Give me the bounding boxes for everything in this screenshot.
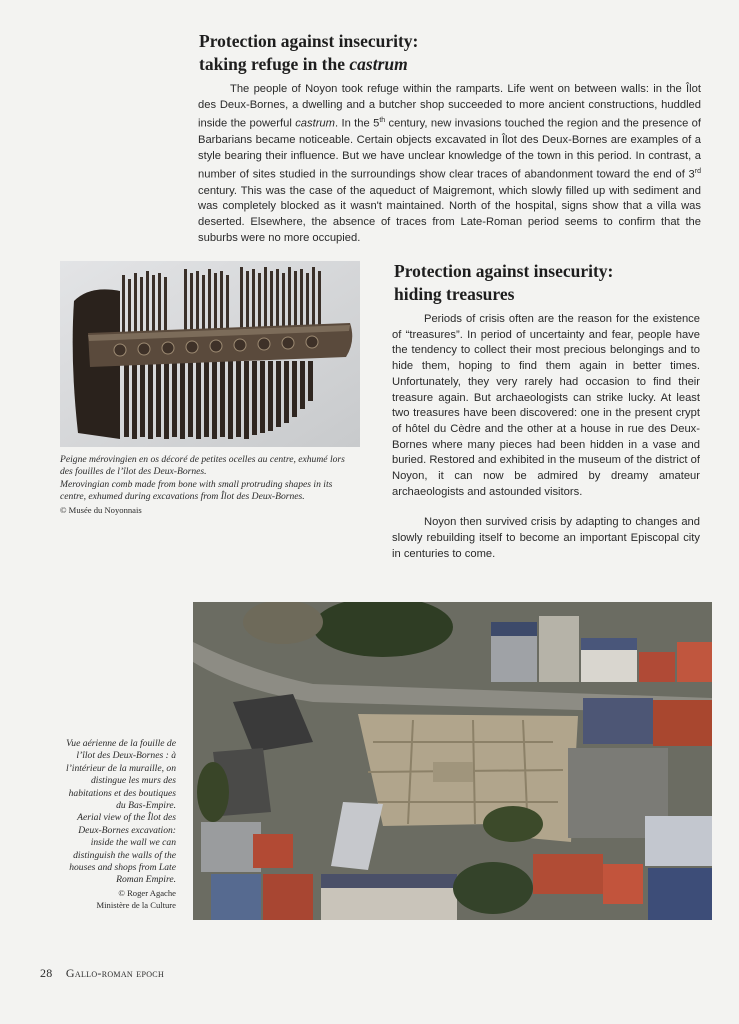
comb-caption-fr: Peigne mérovingien en os décoré de petites ocelles au centre, exhumé lors des fouilles de l’îlot des Deux-Bornes.: [60, 454, 345, 478]
aerial-caption: [58, 738, 176, 912]
page-number: 28: [40, 966, 53, 980]
comb-caption-credit: © Musée du Noyonnais: [60, 504, 142, 515]
aerial-map-icon: [193, 602, 712, 920]
section2-paragraph-2: Noyon then survived crisis by adapting to changes and slowly rebuilding itself to become an important Episcopal city in centuries to come.: [392, 516, 700, 560]
comb-caption-en: Merovingian comb made from bone with small protruding shapes in its centre, exhumed during excavations from Îlot des Deux-Bornes.: [60, 478, 333, 503]
section1-body: [198, 82, 701, 247]
section1-title-castrum: castrum: [349, 54, 408, 74]
section2-paragraph-1: Periods of crisis often are the reason for the existence of “treasures”. In period of uncertainty and fear, people have the tendency to collect their most precious belongings and to hide them, hoping to find them again in better times. Unfortunately, they very rarely had occasion to find their treasure again. But archaeologists can strike lucky. At least two treasures have been discovered: one in the present crypt of hôtel du Cèdre and the other at a house in rue des Deux-Bornes where many pieces had been hidden in a vase and buried. Restored and exhibited in the museum of the district of Noyon, it can now be admired by dreamy amateur archaeologists and astounded visitors.: [392, 313, 700, 498]
aerial-caption-ministry: Ministère de la Culture: [96, 900, 176, 911]
comb-caption: [60, 454, 360, 516]
section2-title-line2: hiding treasures: [394, 284, 515, 304]
section1-title-line1: Protection against insecurity:: [199, 31, 419, 51]
section2-body: [392, 312, 700, 563]
section1-title-line2: taking refuge in the: [199, 54, 350, 74]
section2-heading: [394, 260, 613, 306]
aerial-photo: [193, 602, 712, 920]
aerial-caption-fr: Vue aérienne de la fouille de l’îlot des Deux-Bornes : à l’intérieur de la muraille, on distingue les murs des habitations et des boutiques du Bas-Empire.: [65, 738, 176, 812]
section1-heading: [199, 30, 418, 76]
section2-title-line1: Protection against insecurity:: [394, 261, 614, 281]
page-footer: [40, 966, 164, 981]
comb-icon: [60, 261, 360, 447]
comb-photo: [60, 261, 360, 447]
section1-paragraph: The people of Noyon took refuge within the ramparts. Life went on between walls: in the Îlot des Deux-Bornes, a dwelling and a butcher shop succeeded to more ancient constructions, huddled inside the powerful castrum. In the 5th century, new invasions touched the region and the presence of Barbarians became noticeable. Certain objects excavated in Îlot des Deux-Bornes are examples of a style bearing their influence. But we have unclear knowledge of the town in this period. In contrast, a number of sites studied in the surroundings show clear traces of abandonment toward the end of 3rd century. This was the case of the aqueduct of Maigremont, which slowly filled up with sediment and was completely blocked as it wasn't maintained. North of the hospital, signs show that a villa was deserted. Elsewhere, the absence of traces from Late-Roman period seems to confirm that the suburbs were no more occupied.: [198, 83, 701, 244]
aerial-caption-credit: © Roger Agache: [118, 887, 176, 898]
aerial-caption-en: Aerial view of the Îlot des Deux-Bornes excavation: inside the wall we can distinguish the walls of the houses and shops from Late Roman Empire.: [69, 812, 176, 886]
footer-section-title: Gallo-roman epoch: [65, 966, 165, 980]
